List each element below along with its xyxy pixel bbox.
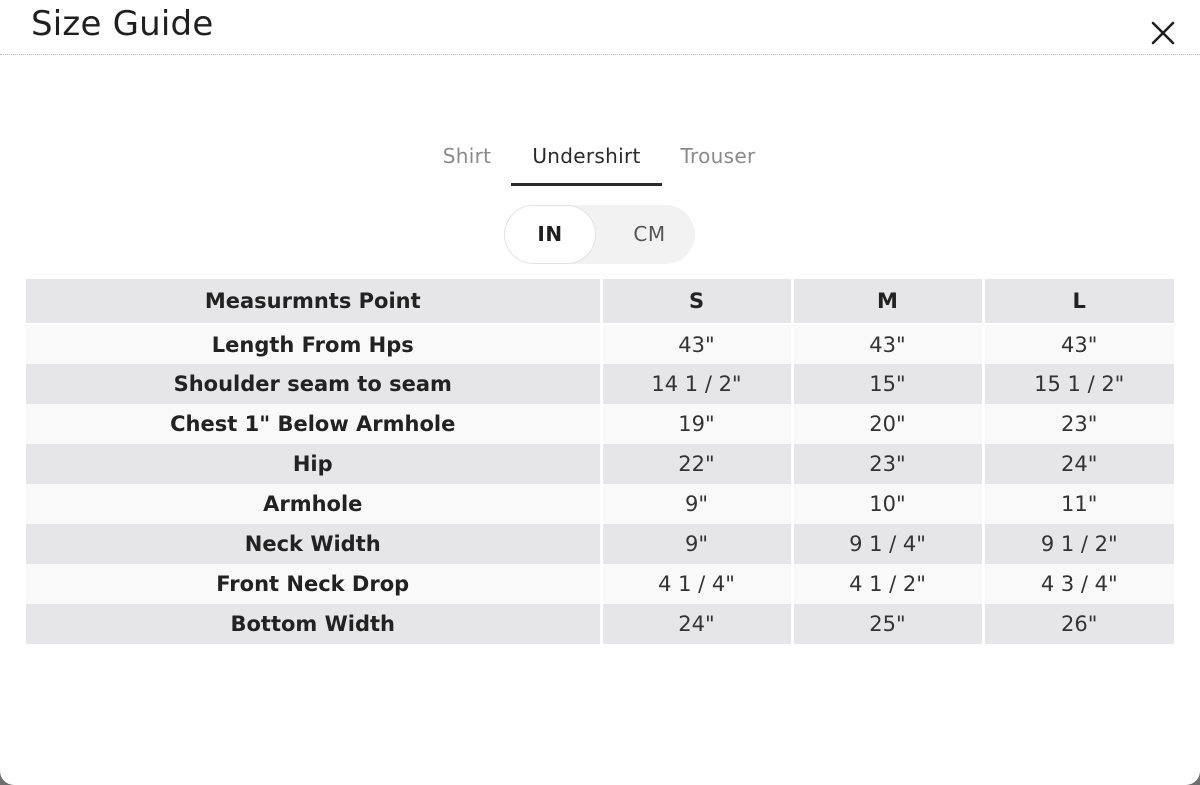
modal-title: Size Guide	[31, 4, 214, 44]
table-row	[26, 564, 1174, 604]
row-label: Front Neck Drop	[26, 564, 601, 604]
cell-m: 9 1 / 4"	[792, 524, 983, 564]
cell-s: 43"	[601, 324, 792, 364]
tab-shirt[interactable]: Shirt	[442, 144, 492, 168]
cell-s: 14 1 / 2"	[601, 364, 792, 404]
cell-l: 9 1 / 2"	[983, 524, 1174, 564]
row-label: Length From Hps	[26, 324, 601, 364]
cell-m: 43"	[792, 324, 983, 364]
tab-undershirt[interactable]: Undershirt	[511, 140, 662, 186]
cell-l: 11"	[983, 484, 1174, 524]
cell-s: 4 1 / 4"	[601, 564, 792, 604]
header-size-l: L	[983, 279, 1174, 324]
cell-s: 9"	[601, 524, 792, 564]
table-row	[26, 484, 1174, 524]
row-label: Chest 1" Below Armhole	[26, 404, 601, 444]
header-divider	[0, 54, 1200, 55]
cell-m: 20"	[792, 404, 983, 444]
table-row	[26, 324, 1174, 364]
cell-s: 19"	[601, 404, 792, 444]
garment-tabs	[0, 140, 1200, 186]
row-label: Neck Width	[26, 524, 601, 564]
table-row	[26, 524, 1174, 564]
size-table	[26, 279, 1174, 644]
table-row	[26, 364, 1174, 404]
cell-l: 23"	[983, 404, 1174, 444]
header-size-s: S	[601, 279, 792, 324]
table-row	[26, 444, 1174, 484]
unit-toggle	[504, 205, 695, 264]
row-label: Armhole	[26, 484, 601, 524]
row-label: Bottom Width	[26, 604, 601, 644]
cell-s: 22"	[601, 444, 792, 484]
unit-cm-button[interactable]: CM	[633, 222, 666, 246]
cell-m: 25"	[792, 604, 983, 644]
header-size-m: M	[792, 279, 983, 324]
header-measurement-point: Measurmnts Point	[26, 279, 601, 324]
cell-l: 26"	[983, 604, 1174, 644]
cell-l: 24"	[983, 444, 1174, 484]
row-label: Hip	[26, 444, 601, 484]
row-label: Shoulder seam to seam	[26, 364, 601, 404]
table-row	[26, 604, 1174, 644]
cell-m: 10"	[792, 484, 983, 524]
unit-in-button[interactable]: IN	[504, 205, 596, 264]
table-row	[26, 404, 1174, 444]
cell-m: 15"	[792, 364, 983, 404]
cell-m: 4 1 / 2"	[792, 564, 983, 604]
cell-s: 24"	[601, 604, 792, 644]
close-icon[interactable]	[1148, 18, 1178, 48]
close-button[interactable]	[1148, 18, 1178, 48]
cell-l: 15 1 / 2"	[983, 364, 1174, 404]
tab-trouser[interactable]: Trouser	[680, 144, 756, 168]
cell-m: 23"	[792, 444, 983, 484]
cell-l: 4 3 / 4"	[983, 564, 1174, 604]
table-header-row	[26, 279, 1174, 324]
cell-s: 9"	[601, 484, 792, 524]
cell-l: 43"	[983, 324, 1174, 364]
